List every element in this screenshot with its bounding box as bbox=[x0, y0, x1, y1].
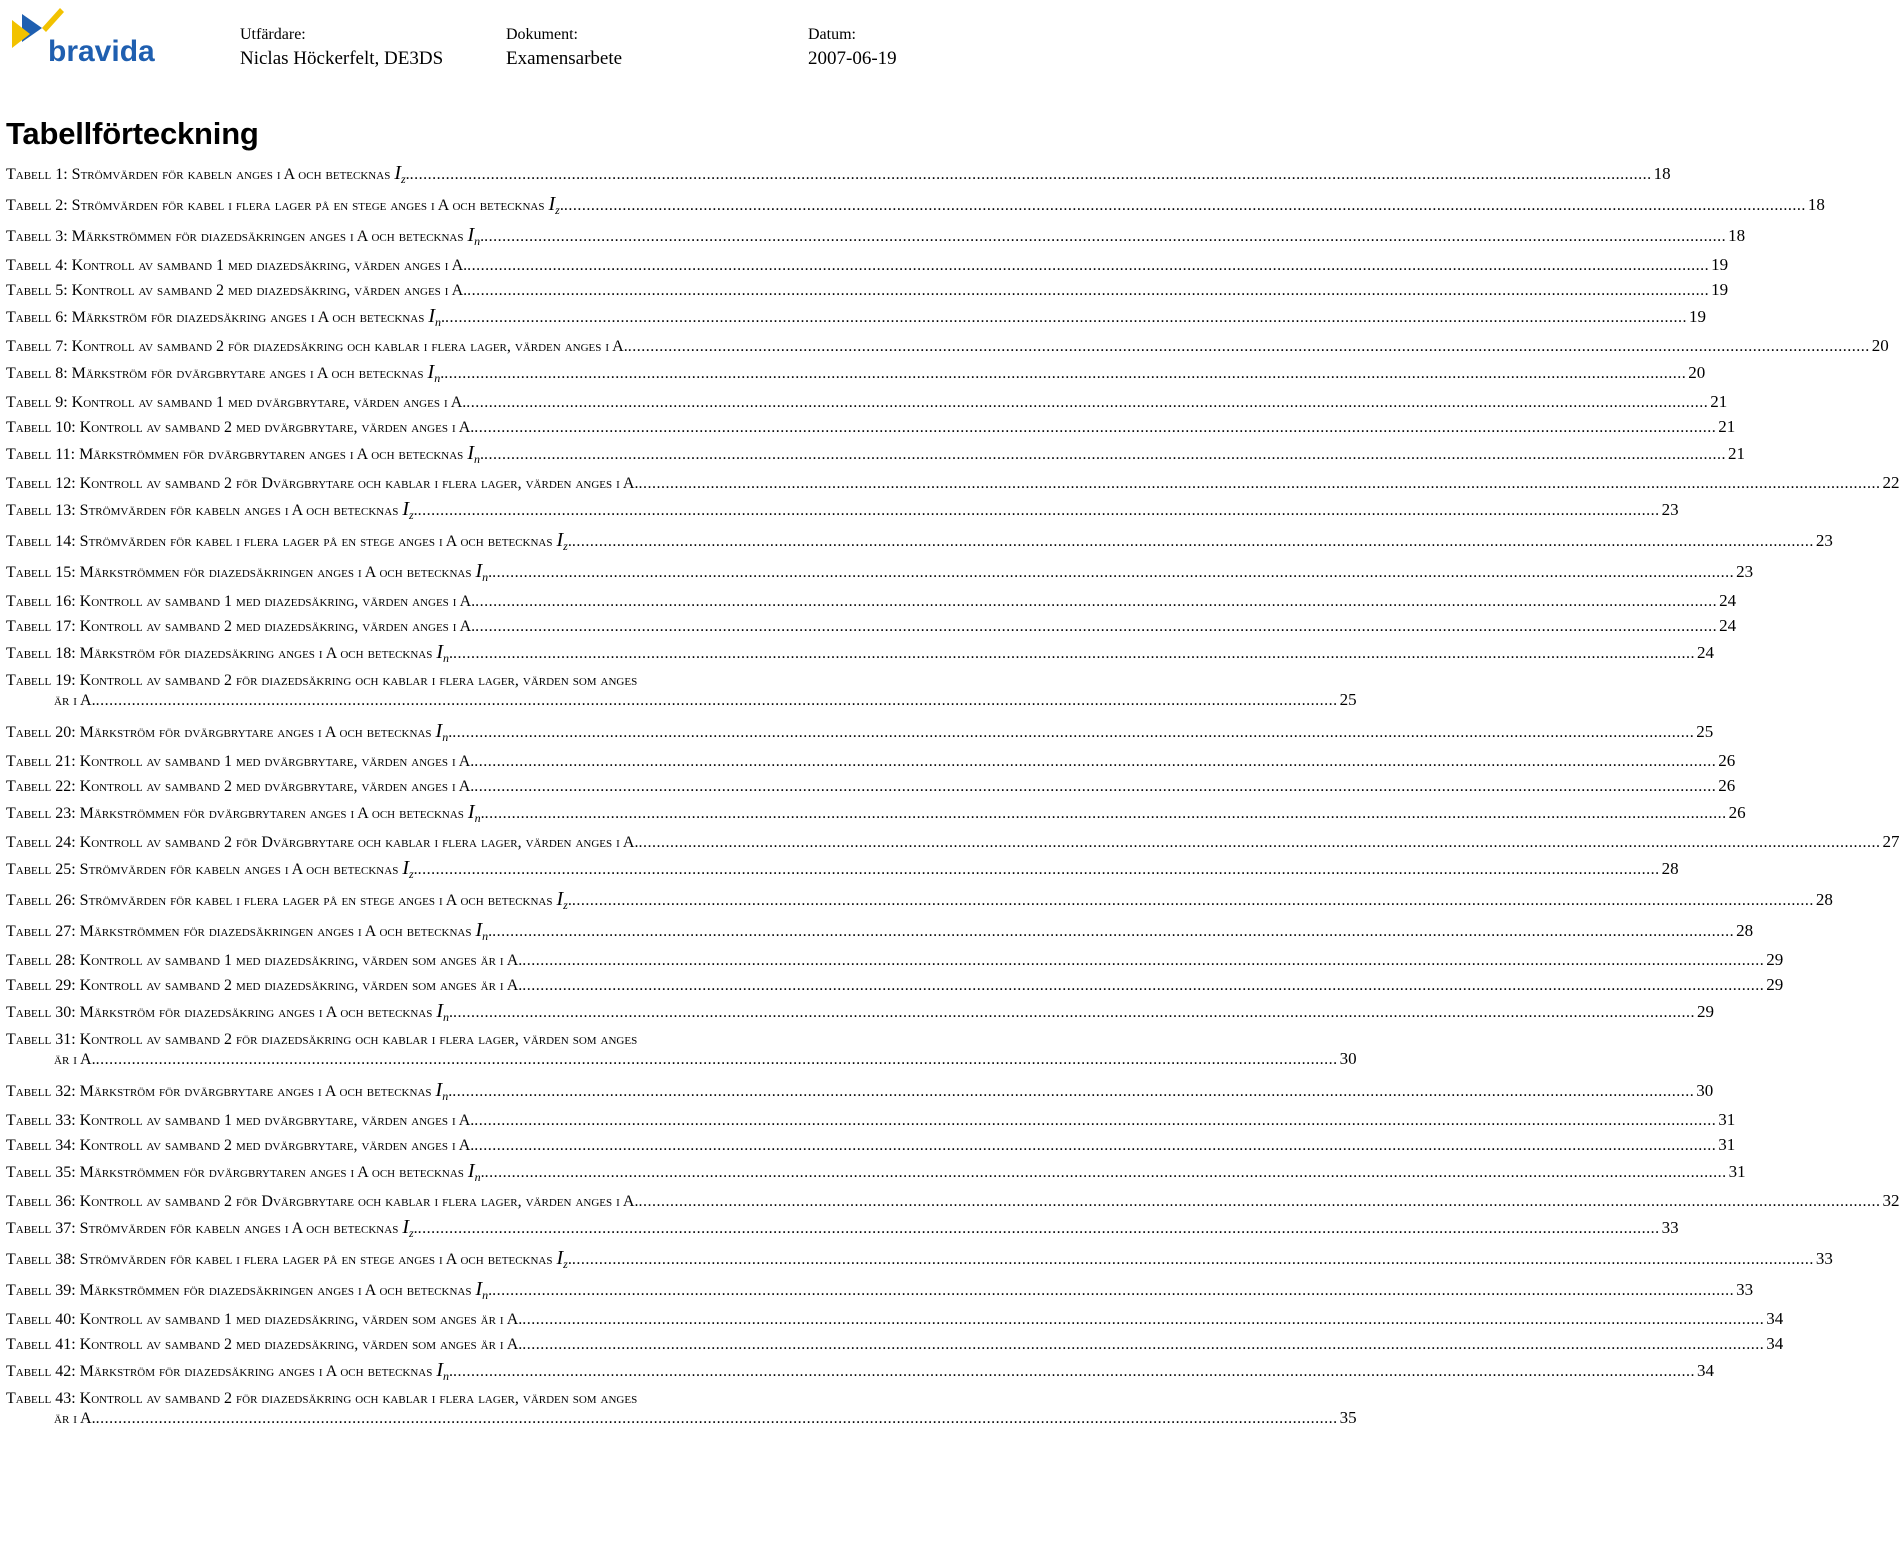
author-value: Niclas Höckerfelt, DE3DS bbox=[240, 48, 444, 69]
dot-leader bbox=[474, 778, 1716, 796]
toc-entry[interactable]: Tabell 26: Strömvärden för kabel i flera lager på en stege anges i A och betecknas $I_z$. ..... 28 bbox=[6, 888, 960, 919]
toc-entry-text: Kontroll av samband 2 med dvärgbrytare, värden anges i A. bbox=[79, 778, 475, 795]
dot-leader bbox=[474, 1112, 1716, 1130]
toc-entry-text: Märkström för dvärgbrytare anges i A och betecknas bbox=[79, 724, 432, 741]
toc-entry-text: Kontroll av samband 1 med diazedsäkring, värden anges i A. bbox=[79, 593, 476, 610]
toc-entry[interactable] bbox=[6, 1031, 1357, 1079]
toc-entry[interactable]: Tabell 39: Märkströmmen för diazedsäkringen anges i A och betecknas $I_n$. ..... 33 bbox=[6, 1278, 960, 1309]
toc-entry[interactable]: Tabell 35: Märkströmmen för dvärgbrytaren anges i A och betecknas $I_n$. ..... 31 bbox=[6, 1160, 960, 1191]
dot-leader bbox=[638, 475, 1880, 493]
toc-entry-symbol: I bbox=[467, 1160, 475, 1182]
toc-entry-page: 23 bbox=[1815, 531, 1833, 550]
toc-entry-label: Tabell 17: bbox=[6, 618, 76, 635]
dot-leader bbox=[572, 892, 1814, 910]
dot-leader bbox=[474, 419, 1716, 437]
toc-entry-text: Märkströmmen för diazedsäkringen anges i A och betecknas bbox=[79, 923, 472, 940]
toc-entry-text-continued: är i A. bbox=[54, 1051, 96, 1068]
toc-entry-page: 31 bbox=[1728, 1162, 1746, 1181]
toc-entry-label: Tabell 6: bbox=[6, 309, 68, 326]
dot-leader bbox=[522, 1311, 1764, 1329]
toc-entry-page: 33 bbox=[1815, 1249, 1833, 1268]
toc-entry-label: Tabell 33: bbox=[6, 1112, 76, 1129]
toc-entry-page: 18 bbox=[1728, 226, 1746, 245]
toc-entry-page: 27 bbox=[1882, 832, 1899, 851]
toc-entry-page: 25 bbox=[1339, 690, 1357, 709]
dot-leader bbox=[572, 533, 1814, 551]
toc-entry-subscript: n bbox=[434, 371, 441, 385]
toc-entry-page: 26 bbox=[1718, 751, 1736, 770]
dot-leader bbox=[444, 365, 1686, 383]
toc-entry-label: Tabell 42: bbox=[6, 1363, 76, 1380]
dot-leader bbox=[572, 1251, 1814, 1269]
toc-entry-page: 31 bbox=[1718, 1110, 1736, 1129]
toc-entry-page: 19 bbox=[1711, 255, 1729, 274]
toc-entry-subscript: n bbox=[442, 730, 449, 744]
toc-entry-text: Kontroll av samband 2 med diazedsäkring, värden som anges är i A. bbox=[79, 977, 523, 994]
toc-entry-symbol: I bbox=[475, 919, 483, 941]
toc-entry-page: 28 bbox=[1815, 890, 1833, 909]
toc-entry-text: Strömvärden för kabeln anges i A och betecknas bbox=[71, 166, 391, 183]
toc-entry[interactable] bbox=[6, 672, 1357, 720]
toc-entry[interactable] bbox=[6, 616, 1737, 641]
toc-entry-label: Tabell 13: bbox=[6, 502, 76, 519]
toc-entry-subscript: n bbox=[482, 1288, 489, 1302]
toc-entry[interactable]: Tabell 1: Strömvärden för kabeln anges i A och betecknas $I_z$. ..... 18 bbox=[6, 162, 960, 193]
toc-entry-symbol: I bbox=[467, 224, 475, 246]
toc-entry-page: 30 bbox=[1339, 1049, 1357, 1068]
date-block bbox=[808, 24, 897, 70]
toc-entry-page: 34 bbox=[1766, 1334, 1784, 1353]
toc-entry-label: Tabell 16: bbox=[6, 593, 76, 610]
toc-entry-page: 32 bbox=[1882, 1191, 1899, 1210]
toc-entry-label: Tabell 2: bbox=[6, 197, 68, 214]
dot-leader bbox=[564, 197, 1806, 215]
toc-entry-text: Kontroll av samband 2 för Dvärgbrytare och kablar i flera lager, värden anges i A. bbox=[79, 1193, 639, 1210]
toc-entry-label: Tabell 30: bbox=[6, 1004, 76, 1021]
toc-entry-page: 19 bbox=[1711, 280, 1729, 299]
dot-leader bbox=[484, 446, 1726, 464]
toc-entry[interactable] bbox=[6, 1390, 1357, 1438]
toc-entry-label: Tabell 3: bbox=[6, 228, 68, 245]
toc-entry-subscript: z bbox=[563, 539, 568, 553]
toc-entry-text: Märkströmmen för dvärgbrytaren anges i A och betecknas bbox=[79, 446, 464, 463]
toc-entry[interactable] bbox=[6, 280, 1729, 305]
toc-entry-text: Strömvärden för kabel i flera lager på en stege anges i A och betecknas bbox=[71, 197, 545, 214]
toc-entry-text: Strömvärden för kabeln anges i A och betecknas bbox=[79, 502, 399, 519]
toc-entry[interactable] bbox=[6, 1135, 1736, 1160]
toc-entry-text: Kontroll av samband 2 med dvärgbrytare, värden anges i A. bbox=[79, 1137, 475, 1154]
toc-entry-text: Märkström för dvärgbrytare anges i A och betecknas bbox=[79, 1083, 432, 1100]
toc-entry-label: Tabell 8: bbox=[6, 365, 68, 382]
dot-leader bbox=[474, 1137, 1716, 1155]
toc-entry-page: 21 bbox=[1718, 417, 1736, 436]
toc-entry-symbol: I bbox=[436, 1000, 444, 1022]
document-header bbox=[0, 0, 960, 90]
toc-entry-text: Kontroll av samband 2 för diazedsäkring och kablar i flera lager, värden som anges bbox=[79, 672, 638, 689]
toc-entry-label: Tabell 24: bbox=[6, 834, 76, 851]
toc-entry-page: 21 bbox=[1710, 392, 1728, 411]
document-value: Examensarbete bbox=[506, 48, 623, 69]
toc-entry[interactable]: Tabell 14: Strömvärden för kabel i flera lager på en stege anges i A och betecknas $I_z$. ..... 23 bbox=[6, 529, 960, 560]
toc-entry-text-continued: är i A. bbox=[54, 1410, 96, 1427]
toc-entry-subscript: z bbox=[409, 508, 414, 522]
toc-entry-page: 35 bbox=[1339, 1408, 1357, 1427]
toc-entry-subscript: z bbox=[555, 203, 560, 217]
dot-leader bbox=[452, 1083, 1694, 1101]
toc-entry-text: Märkström för diazedsäkring anges i A och betecknas bbox=[79, 645, 433, 662]
toc-entry-label: Tabell 29: bbox=[6, 977, 76, 994]
toc-entry-label: Tabell 39: bbox=[6, 1282, 76, 1299]
toc-entry[interactable]: Tabell 25: Strömvärden för kabeln anges i A och betecknas $I_z$. ..... 28 bbox=[6, 857, 960, 888]
toc-entry-text: Märkström för diazedsäkring anges i A och betecknas bbox=[71, 309, 425, 326]
toc-entry[interactable]: Tabell 15: Märkströmmen för diazedsäkringen anges i A och betecknas $I_n$. ..... 23 bbox=[6, 560, 960, 591]
toc-entry-page: 33 bbox=[1661, 1218, 1679, 1237]
toc-entry-text: Kontroll av samband 2 för diazedsäkring och kablar i flera lager, värden som anges bbox=[79, 1031, 638, 1048]
toc-entry-text: Strömvärden för kabeln anges i A och betecknas bbox=[79, 1220, 399, 1237]
toc-entry-text: Märkströmmen för dvärgbrytaren anges i A och betecknas bbox=[79, 805, 464, 822]
toc-entry-label: Tabell 22: bbox=[6, 778, 76, 795]
toc-entry-page: 24 bbox=[1719, 591, 1737, 610]
toc-entry-label: Tabell 9: bbox=[6, 394, 68, 411]
toc-entry-subscript: n bbox=[443, 651, 450, 665]
dot-leader bbox=[638, 1193, 1880, 1211]
dot-leader bbox=[96, 692, 1338, 710]
toc-entry[interactable]: Tabell 42: Märkström för diazedsäkring anges i A och betecknas $I_n$. ..... 34 bbox=[6, 1359, 960, 1390]
toc-entry-symbol: I bbox=[394, 162, 401, 184]
toc-entry[interactable] bbox=[6, 950, 1784, 975]
toc-entry-symbol: I bbox=[402, 498, 409, 520]
toc-entry[interactable]: Tabell 2: Strömvärden för kabel i flera lager på en stege anges i A och betecknas $I_z$. ..... 18 bbox=[6, 193, 960, 224]
toc-entry-subscript: z bbox=[563, 1257, 568, 1271]
toc-entry-subscript: z bbox=[409, 1226, 414, 1240]
toc-entry[interactable] bbox=[6, 473, 1899, 498]
toc-entry-text: Kontroll av samband 1 med diazedsäkring, värden anges i A. bbox=[71, 257, 468, 274]
toc-entry-text: Märkströmmen för dvärgbrytaren anges i A och betecknas bbox=[79, 1164, 464, 1181]
toc-entry[interactable] bbox=[6, 1110, 1736, 1135]
toc-entry[interactable] bbox=[6, 255, 1729, 280]
dot-leader bbox=[475, 618, 1717, 636]
toc-entry-text: Kontroll av samband 1 med dvärgbrytare, värden anges i A. bbox=[71, 394, 467, 411]
toc-entry-symbol: I bbox=[436, 1359, 444, 1381]
document-label: Dokument: bbox=[506, 26, 578, 43]
toc-entry-symbol: I bbox=[427, 361, 435, 383]
toc-entry[interactable]: Tabell 11: Märkströmmen för dvärgbrytaren anges i A och betecknas $I_n$. ..... 21 bbox=[6, 442, 960, 473]
dot-leader bbox=[418, 1220, 1660, 1238]
toc-entry-text: Märkström för diazedsäkring anges i A och betecknas bbox=[79, 1004, 433, 1021]
dot-leader bbox=[466, 394, 1708, 412]
toc-entry-symbol: I bbox=[428, 305, 436, 327]
toc-entry-text: Kontroll av samband 1 med dvärgbrytare, värden anges i A. bbox=[79, 1112, 475, 1129]
dot-leader bbox=[445, 309, 1687, 327]
toc-entry-page: 29 bbox=[1697, 1002, 1715, 1021]
toc-entry[interactable] bbox=[6, 336, 1889, 361]
toc-entry-label: Tabell 35: bbox=[6, 1164, 76, 1181]
toc-entry-page: 22 bbox=[1882, 473, 1899, 492]
date-value: 2007-06-19 bbox=[808, 48, 897, 69]
toc-entry-symbol: I bbox=[475, 1278, 483, 1300]
toc-entry[interactable] bbox=[6, 975, 1784, 1000]
toc-entry-page: 24 bbox=[1719, 616, 1737, 635]
dot-leader bbox=[467, 282, 1709, 300]
toc-entry-subscript: n bbox=[474, 234, 481, 248]
toc-entry[interactable] bbox=[6, 1191, 1899, 1216]
author-block bbox=[240, 24, 443, 70]
toc-entry[interactable]: Tabell 32: Märkström för dvärgbrytare anges i A och betecknas $I_n$. ..... 30 bbox=[6, 1079, 960, 1110]
toc-entry-symbol: I bbox=[467, 801, 475, 823]
table-of-tables bbox=[6, 162, 1899, 1438]
dot-leader bbox=[492, 923, 1734, 941]
toc-entry-page: 23 bbox=[1736, 562, 1754, 581]
toc-entry[interactable]: Tabell 8: Märkström för dvärgbrytare anges i A och betecknas $I_n$. ..... 20 bbox=[6, 361, 960, 392]
toc-entry-label: Tabell 36: bbox=[6, 1193, 76, 1210]
toc-entry-subscript: n bbox=[474, 1170, 481, 1184]
toc-entry[interactable]: Tabell 37: Strömvärden för kabeln anges i A och betecknas $I_z$. ..... 33 bbox=[6, 1216, 960, 1247]
author-label: Utfärdare: bbox=[240, 26, 306, 43]
toc-entry-page: 26 bbox=[1718, 776, 1736, 795]
toc-entry-symbol: I bbox=[548, 193, 556, 215]
dot-leader bbox=[492, 564, 1734, 582]
dot-leader bbox=[475, 593, 1717, 611]
dot-leader bbox=[418, 861, 1660, 879]
date-label: Datum: bbox=[808, 26, 856, 43]
toc-entry-label: Tabell 27: bbox=[6, 923, 76, 940]
toc-entry-symbol: I bbox=[556, 529, 564, 551]
toc-entry[interactable]: Tabell 20: Märkström för dvärgbrytare anges i A och betecknas $I_n$. ..... 25 bbox=[6, 720, 960, 751]
toc-entry-subscript: n bbox=[482, 570, 489, 584]
dot-leader bbox=[638, 834, 1880, 852]
toc-entry[interactable] bbox=[6, 1334, 1784, 1359]
dot-leader bbox=[522, 952, 1764, 970]
toc-entry-subscript: z bbox=[563, 898, 568, 912]
dot-leader bbox=[485, 1164, 1727, 1182]
toc-entry-label: Tabell 4: bbox=[6, 257, 68, 274]
toc-entry-label: Tabell 20: bbox=[6, 724, 76, 741]
document-block bbox=[506, 24, 622, 70]
dot-leader bbox=[474, 753, 1716, 771]
toc-entry-subscript: n bbox=[435, 315, 442, 329]
toc-entry-page: 23 bbox=[1661, 500, 1679, 519]
toc-entry-symbol: I bbox=[467, 442, 474, 464]
toc-entry-label: Tabell 21: bbox=[6, 753, 76, 770]
dot-leader bbox=[485, 805, 1727, 823]
toc-entry-text: Kontroll av samband 2 med dvärgbrytare, värden anges i A. bbox=[79, 419, 475, 436]
toc-entry-label: Tabell 25: bbox=[6, 861, 76, 878]
toc-entry-symbol: I bbox=[556, 1247, 564, 1269]
toc-entry-page: 28 bbox=[1736, 921, 1754, 940]
toc-entry-text: Märkströmmen för diazedsäkringen anges i A och betecknas bbox=[71, 228, 464, 245]
toc-entry-label: Tabell 26: bbox=[6, 892, 76, 909]
toc-entry-label: Tabell 43: bbox=[6, 1390, 76, 1407]
toc-entry-text: Kontroll av samband 1 med diazedsäkring, värden som anges är i A. bbox=[79, 1311, 523, 1328]
toc-entry-page: 29 bbox=[1766, 950, 1784, 969]
toc-entry-text: Kontroll av samband 2 för diazedsäkring och kablar i flera lager, värden som anges bbox=[79, 1390, 638, 1407]
toc-entry-subscript: n bbox=[442, 1089, 449, 1103]
toc-entry[interactable] bbox=[6, 392, 1728, 417]
toc-entry-label: Tabell 11: bbox=[6, 446, 76, 463]
dot-leader bbox=[628, 338, 1870, 356]
dot-leader bbox=[467, 257, 1709, 275]
toc-entry-page: 18 bbox=[1807, 195, 1825, 214]
toc-entry-text-continued: är i A. bbox=[54, 692, 96, 709]
toc-entry-label: Tabell 32: bbox=[6, 1083, 76, 1100]
dot-leader bbox=[492, 1282, 1734, 1300]
toc-entry-text: Kontroll av samband 1 med dvärgbrytare, värden anges i A. bbox=[79, 753, 475, 770]
dot-leader bbox=[522, 977, 1764, 995]
toc-entry-symbol: I bbox=[435, 720, 443, 742]
toc-entry-label: Tabell 18: bbox=[6, 645, 76, 662]
toc-entry[interactable]: Tabell 27: Märkströmmen för diazedsäkringen anges i A och betecknas $I_n$. ..... 28 bbox=[6, 919, 960, 950]
toc-entry-symbol: I bbox=[402, 1216, 409, 1238]
toc-entry-text: Märkström för diazedsäkring anges i A och betecknas bbox=[79, 1363, 433, 1380]
toc-entry-page: 19 bbox=[1689, 307, 1707, 326]
toc-entry-label: Tabell 23: bbox=[6, 805, 76, 822]
toc-entry-text: Strömvärden för kabel i flera lager på en stege anges i A och betecknas bbox=[79, 892, 553, 909]
toc-entry-subscript: n bbox=[482, 929, 489, 943]
toc-entry[interactable] bbox=[6, 832, 1899, 857]
toc-entry-text: Märkströmmen för diazedsäkringen anges i A och betecknas bbox=[79, 564, 472, 581]
toc-entry-text: Märkströmmen för diazedsäkringen anges i A och betecknas bbox=[79, 1282, 472, 1299]
toc-entry-text: Märkström för dvärgbrytare anges i A och betecknas bbox=[71, 365, 424, 382]
toc-entry[interactable]: Tabell 6: Märkström för diazedsäkring anges i A och betecknas $I_n$. ..... 19 bbox=[6, 305, 960, 336]
toc-entry-page: 28 bbox=[1661, 859, 1679, 878]
toc-entry-symbol: I bbox=[435, 1079, 443, 1101]
toc-entry-label: Tabell 14: bbox=[6, 533, 76, 550]
toc-entry-label: Tabell 5: bbox=[6, 282, 68, 299]
toc-entry[interactable] bbox=[6, 751, 1736, 776]
dot-leader bbox=[96, 1410, 1338, 1428]
toc-entry-label: Tabell 37: bbox=[6, 1220, 76, 1237]
toc-entry-page: 25 bbox=[1696, 722, 1714, 741]
dot-leader bbox=[453, 645, 1695, 663]
toc-entry-text: Kontroll av samband 2 med diazedsäkring, värden anges i A. bbox=[79, 618, 476, 635]
toc-entry-page: 34 bbox=[1697, 1361, 1715, 1380]
dot-leader bbox=[418, 502, 1660, 520]
toc-entry-page: 34 bbox=[1766, 1309, 1784, 1328]
toc-entry-page: 31 bbox=[1718, 1135, 1736, 1154]
toc-entry-symbol: I bbox=[402, 857, 409, 879]
bravida-logo bbox=[8, 6, 158, 68]
toc-entry-page: 21 bbox=[1727, 444, 1745, 463]
dot-leader bbox=[522, 1336, 1764, 1354]
toc-entry-label: Tabell 7: bbox=[6, 338, 68, 355]
toc-entry-page: 30 bbox=[1696, 1081, 1714, 1100]
toc-entry-symbol: I bbox=[556, 888, 564, 910]
toc-entry-text: Kontroll av samband 2 för diazedsäkring och kablar i flera lager, värden anges i A. bbox=[71, 338, 628, 355]
toc-entry-subscript: n bbox=[474, 811, 481, 825]
dot-leader bbox=[453, 1363, 1695, 1381]
toc-entry-label: Tabell 1: bbox=[6, 166, 68, 183]
dot-leader bbox=[484, 228, 1726, 246]
toc-entry-page: 20 bbox=[1688, 363, 1706, 382]
toc-entry-page: 33 bbox=[1736, 1280, 1754, 1299]
toc-entry-symbol: I bbox=[436, 641, 444, 663]
toc-entry-text: Kontroll av samband 2 för Dvärgbrytare och kablar i flera lager, värden anges i A. bbox=[79, 475, 639, 492]
toc-entry-symbol: I bbox=[475, 560, 483, 582]
toc-entry-label: Tabell 12: bbox=[6, 475, 76, 492]
toc-entry-label: Tabell 28: bbox=[6, 952, 76, 969]
dot-leader bbox=[96, 1051, 1338, 1069]
toc-entry[interactable]: Tabell 30: Märkström för diazedsäkring anges i A och betecknas $I_n$. ..... 29 bbox=[6, 1000, 960, 1031]
toc-entry-label: Tabell 41: bbox=[6, 1336, 76, 1353]
toc-entry-label: Tabell 15: bbox=[6, 564, 76, 581]
toc-entry-label: Tabell 38: bbox=[6, 1251, 76, 1268]
toc-entry-label: Tabell 34: bbox=[6, 1137, 76, 1154]
toc-entry-label: Tabell 31: bbox=[6, 1031, 76, 1048]
toc-entry-text: Kontroll av samband 2 med diazedsäkring, värden som anges är i A. bbox=[79, 1336, 523, 1353]
toc-entry[interactable]: Tabell 13: Strömvärden för kabeln anges i A och betecknas $I_z$. ..... 23 bbox=[6, 498, 960, 529]
logo-wordmark: bravida bbox=[48, 35, 155, 68]
toc-entry[interactable]: Tabell 18: Märkström för diazedsäkring anges i A och betecknas $I_n$. ..... 24 bbox=[6, 641, 960, 672]
toc-entry-text: Kontroll av samband 2 med diazedsäkring, värden anges i A. bbox=[71, 282, 468, 299]
dot-leader bbox=[453, 1004, 1695, 1022]
toc-entry-label: Tabell 10: bbox=[6, 419, 76, 436]
toc-entry-label: Tabell 40: bbox=[6, 1311, 76, 1328]
toc-entry-subscript: z bbox=[401, 172, 406, 186]
toc-entry[interactable] bbox=[6, 776, 1736, 801]
dot-leader bbox=[452, 724, 1694, 742]
toc-entry[interactable]: Tabell 38: Strömvärden för kabel i flera lager på en stege anges i A och betecknas $I_z$. ..... 33 bbox=[6, 1247, 960, 1278]
toc-entry-text: Strömvärden för kabel i flera lager på en stege anges i A och betecknas bbox=[79, 1251, 553, 1268]
toc-entry-page: 24 bbox=[1697, 643, 1715, 662]
toc-entry-text: Kontroll av samband 1 med diazedsäkring, värden som anges är i A. bbox=[79, 952, 523, 969]
toc-entry-page: 20 bbox=[1871, 336, 1889, 355]
toc-entry-text: Strömvärden för kabel i flera lager på en stege anges i A och betecknas bbox=[79, 533, 553, 550]
toc-entry-subscript: z bbox=[409, 867, 414, 881]
toc-entry[interactable]: Tabell 3: Märkströmmen för diazedsäkringen anges i A och betecknas $I_n$. ..... 18 bbox=[6, 224, 960, 255]
toc-entry-subscript: n bbox=[473, 452, 480, 466]
toc-entry[interactable]: Tabell 23: Märkströmmen för dvärgbrytaren anges i A och betecknas $I_n$. ..... 26 bbox=[6, 801, 960, 832]
toc-entry-subscript: n bbox=[443, 1010, 450, 1024]
page-title: Tabellförteckning bbox=[6, 116, 259, 151]
toc-entry[interactable] bbox=[6, 1309, 1784, 1334]
toc-entry-text: Strömvärden för kabeln anges i A och betecknas bbox=[79, 861, 399, 878]
toc-entry-page: 26 bbox=[1728, 803, 1746, 822]
toc-entry-subscript: n bbox=[443, 1369, 450, 1383]
toc-entry-page: 29 bbox=[1766, 975, 1784, 994]
toc-entry-page: 18 bbox=[1653, 164, 1671, 183]
toc-entry-text: Kontroll av samband 2 för Dvärgbrytare och kablar i flera lager, värden anges i A. bbox=[79, 834, 639, 851]
toc-entry-label: Tabell 19: bbox=[6, 672, 76, 689]
dot-leader bbox=[410, 166, 1652, 184]
toc-entry[interactable] bbox=[6, 591, 1737, 616]
toc-entry[interactable] bbox=[6, 417, 1736, 442]
